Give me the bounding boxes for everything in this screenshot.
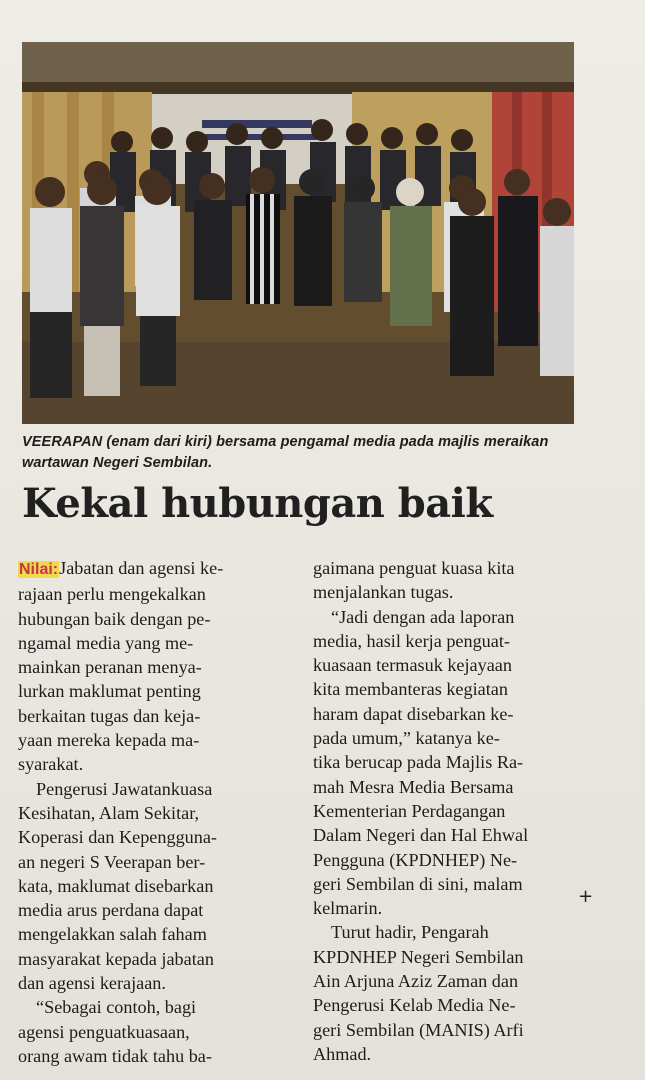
- article-line: media, hasil kerja penguat-: [313, 630, 510, 651]
- article-line: Pengguna (KPDNHEP) Ne-: [313, 849, 518, 870]
- article-line: haram dapat disebarkan ke-: [313, 703, 514, 724]
- article-line: Pengerusi Jawatankuasa: [36, 778, 213, 799]
- article-line: dan agensi kerajaan.: [18, 973, 166, 994]
- article-line: media arus perdana dapat: [18, 900, 204, 921]
- article-line: mengelakkan salah faham: [18, 924, 207, 945]
- group-photo: [22, 42, 574, 424]
- article-line: gaimana penguat kuasa kita: [313, 558, 515, 578]
- article-line: kata, maklumat disebarkan: [18, 875, 214, 896]
- article-column-right: [313, 556, 581, 1066]
- article-line: Pengerusi Kelab Media Ne-: [313, 995, 516, 1016]
- article-line: Dalam Negeri dan Hal Ehwal: [313, 825, 529, 846]
- article-line: geri Sembilan (MANIS) Arfi: [313, 1019, 524, 1040]
- article-line: menjalankan tugas.: [313, 582, 454, 603]
- article-line: Kesihatan, Alam Sekitar,: [18, 802, 200, 823]
- article-line: mah Mesra Media Bersama: [313, 776, 514, 797]
- article-line: berkaitan tugas dan keja-: [18, 705, 201, 726]
- article-line: “Jadi dengan ada laporan: [331, 606, 515, 627]
- article-line: Ahmad.: [313, 1043, 372, 1064]
- article-line: kelmarin.: [313, 898, 383, 919]
- article-line: Turut hadir, Pengarah: [331, 922, 489, 943]
- dateline: Nilai:: [19, 561, 59, 578]
- photo-caption: VEERAPAN (enam dari kiri) bersama pengamal media pada majlis meraikan wartawan Negeri Sembilan.: [22, 434, 549, 471]
- headline: Kekal hubungan baik: [22, 480, 493, 527]
- article-line: hubungan baik dengan pe-: [18, 608, 211, 629]
- article-line: Nilai:Jabatan dan agensi ke-: [19, 558, 224, 578]
- article-line: orang awam tidak tahu ba-: [18, 1045, 212, 1066]
- registration-mark: +: [578, 886, 594, 907]
- article-line: “Sebagai contoh, bagi: [36, 997, 197, 1018]
- article-line: kuasaan termasuk kejayaan: [313, 655, 512, 676]
- article-line: KPDNHEP Negeri Sembilan: [313, 946, 524, 967]
- article-line: rajaan perlu mengekalkan: [18, 584, 206, 605]
- article-line: pada umum,” katanya ke-: [313, 728, 500, 749]
- article-line: kita membanteras kegiatan: [313, 679, 508, 700]
- article-line: Koperasi dan Kepengguna-: [18, 827, 217, 848]
- article-line: syarakat.: [18, 754, 84, 775]
- article-line: lurkan maklumat penting: [18, 681, 201, 702]
- article-line: masyarakat kepada jabatan: [18, 948, 214, 969]
- article-line: yaan mereka kepada ma-: [18, 730, 200, 751]
- article-line: Ain Arjuna Aziz Zaman dan: [313, 971, 519, 992]
- article-line: tika berucap pada Majlis Ra-: [313, 752, 524, 773]
- article-line: mainkan peranan menya-: [18, 657, 202, 678]
- article-line: ngamal media yang me-: [18, 632, 194, 653]
- article-column-left: [18, 556, 286, 1068]
- article-line: an negeri S Veerapan ber-: [18, 851, 206, 872]
- article-line: Kementerian Perdagangan: [313, 800, 506, 821]
- article-line: agensi penguatkuasaan,: [18, 1021, 190, 1042]
- article-line: geri Sembilan di sini, malam: [313, 873, 523, 894]
